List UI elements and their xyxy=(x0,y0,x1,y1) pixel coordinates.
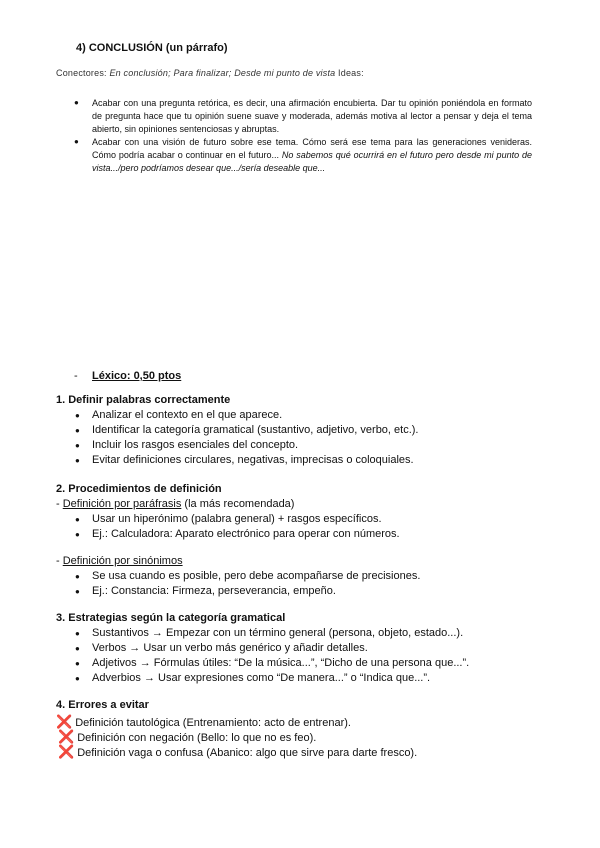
paraphrase-item: Usar un hiperónimo (palabra general) + rasgos específicos. xyxy=(92,513,382,525)
ideas-label: Ideas: xyxy=(335,68,364,78)
bullet-icon: ● xyxy=(74,98,79,107)
cross-mark-icon: ❌ xyxy=(58,729,75,744)
bullet-icon: ● xyxy=(75,659,80,668)
synonym-line xyxy=(56,555,183,567)
bullet-icon: ● xyxy=(75,530,80,539)
sec3-item: Sustantivos → Empezar con un término general (persona, objeto, estado...). xyxy=(92,627,464,639)
sec1-item: Evitar definiciones circulares, negativas, imprecisas o coloquiales. xyxy=(92,454,414,466)
paraphrase-item: Ej.: Calculadora: Aparato electrónico para operar con números. xyxy=(92,528,400,540)
conclusion-bullet-1: Acabar con una pregunta retórica, es decir, una afirmación encubierta. Dar tu opinión poniéndola en formato de pregunta hace que tu opinión suene suave y moderada, además motiva al lector a pensar y deja el tema abierto, sin opiniones sentenciosas y abruptas. xyxy=(92,98,532,134)
sec1-item: Analizar el contexto en el que aparece. xyxy=(92,409,283,421)
bullet-icon: ● xyxy=(75,644,80,653)
bullet-icon: ● xyxy=(74,137,79,146)
error-item xyxy=(58,729,316,745)
cross-mark-icon: ❌ xyxy=(56,714,73,729)
error-item-text: Definición con negación (Bello: lo que no es feo). xyxy=(77,732,317,744)
sec3-item: Verbos → Usar un verbo más genérico y añadir detalles. xyxy=(92,642,368,654)
lexico-title: Léxico: 0,50 ptos xyxy=(92,370,182,382)
sec1-title: 1. Definir palabras correctamente xyxy=(56,394,231,406)
synonym-label: Definición por sinónimos xyxy=(62,555,183,567)
paraphrase-label: Definición por paráfrasis xyxy=(62,498,182,510)
bullet-icon: ● xyxy=(75,441,80,450)
paraphrase-suffix: (la más recomendada) xyxy=(181,498,295,510)
conclusion-heading: 4) CONCLUSIÓN (un párrafo) xyxy=(76,42,228,54)
sec4-title: 4. Errores a evitar xyxy=(56,699,149,711)
sec3-title: 3. Estrategias según la categoría gramatical xyxy=(56,612,286,624)
bullet-icon: ● xyxy=(75,456,80,465)
bullet-icon: ● xyxy=(75,426,80,435)
sec3-item: Adjetivos → Fórmulas útiles: “De la música...”, “Dicho de una persona que...”. xyxy=(92,657,470,669)
connectors-label: Conectores: xyxy=(56,68,110,78)
error-item xyxy=(58,744,417,760)
conclusion-bullet-2-text: Acabar con una visión de futuro sobre ese tema. Cómo será ese tema para las generaciones venideras. Cómo podría acabar o continuar en el futuro... xyxy=(92,137,532,160)
cross-mark-icon: ❌ xyxy=(58,744,75,759)
synonym-item: Ej.: Constancia: Firmeza, perseverancia, empeño. xyxy=(92,585,336,597)
error-item-text: Definición tautológica (Entrenamiento: acto de entrenar). xyxy=(75,717,351,729)
connectors-text: En conclusión; Para finalizar; Desde mi punto de vista xyxy=(109,68,336,78)
bullet-icon: ● xyxy=(75,587,80,596)
synonym-item: Se usa cuando es posible, pero debe acompañarse de precisiones. xyxy=(92,570,421,582)
paraphrase-line xyxy=(56,498,294,510)
error-item xyxy=(56,714,351,730)
error-item-text: Definición vaga o confusa (Abanico: algo que sirve para darte fresco). xyxy=(77,747,418,759)
sec1-item: Incluir los rasgos esenciales del concepto. xyxy=(92,439,299,451)
lexico-dash: - xyxy=(74,370,78,382)
sec1-item: Identificar la categoría gramatical (sustantivo, adjetivo, verbo, etc.). xyxy=(92,424,419,436)
bullet-icon: ● xyxy=(75,629,80,638)
bullet-icon: ● xyxy=(75,674,80,683)
bullet-icon: ● xyxy=(75,411,80,420)
synonym-prefix: - xyxy=(56,555,63,567)
sec3-item: Adverbios → Usar expresiones como “De manera...” o “Indica que...”. xyxy=(92,672,431,684)
conclusion-bullet-2-italic: No sabemos qué ocurrirá en el futuro pero desde mi punto de vista.../pero podríamos desear que.../sería deseable que... xyxy=(92,150,532,173)
paraphrase-prefix: - xyxy=(56,498,63,510)
bullet-icon: ● xyxy=(75,515,80,524)
sec2-title: 2. Procedimientos de definición xyxy=(56,483,222,495)
bullet-icon: ● xyxy=(75,572,80,581)
conclusion-bullet-2 xyxy=(92,136,532,175)
connectors-line xyxy=(56,68,364,78)
